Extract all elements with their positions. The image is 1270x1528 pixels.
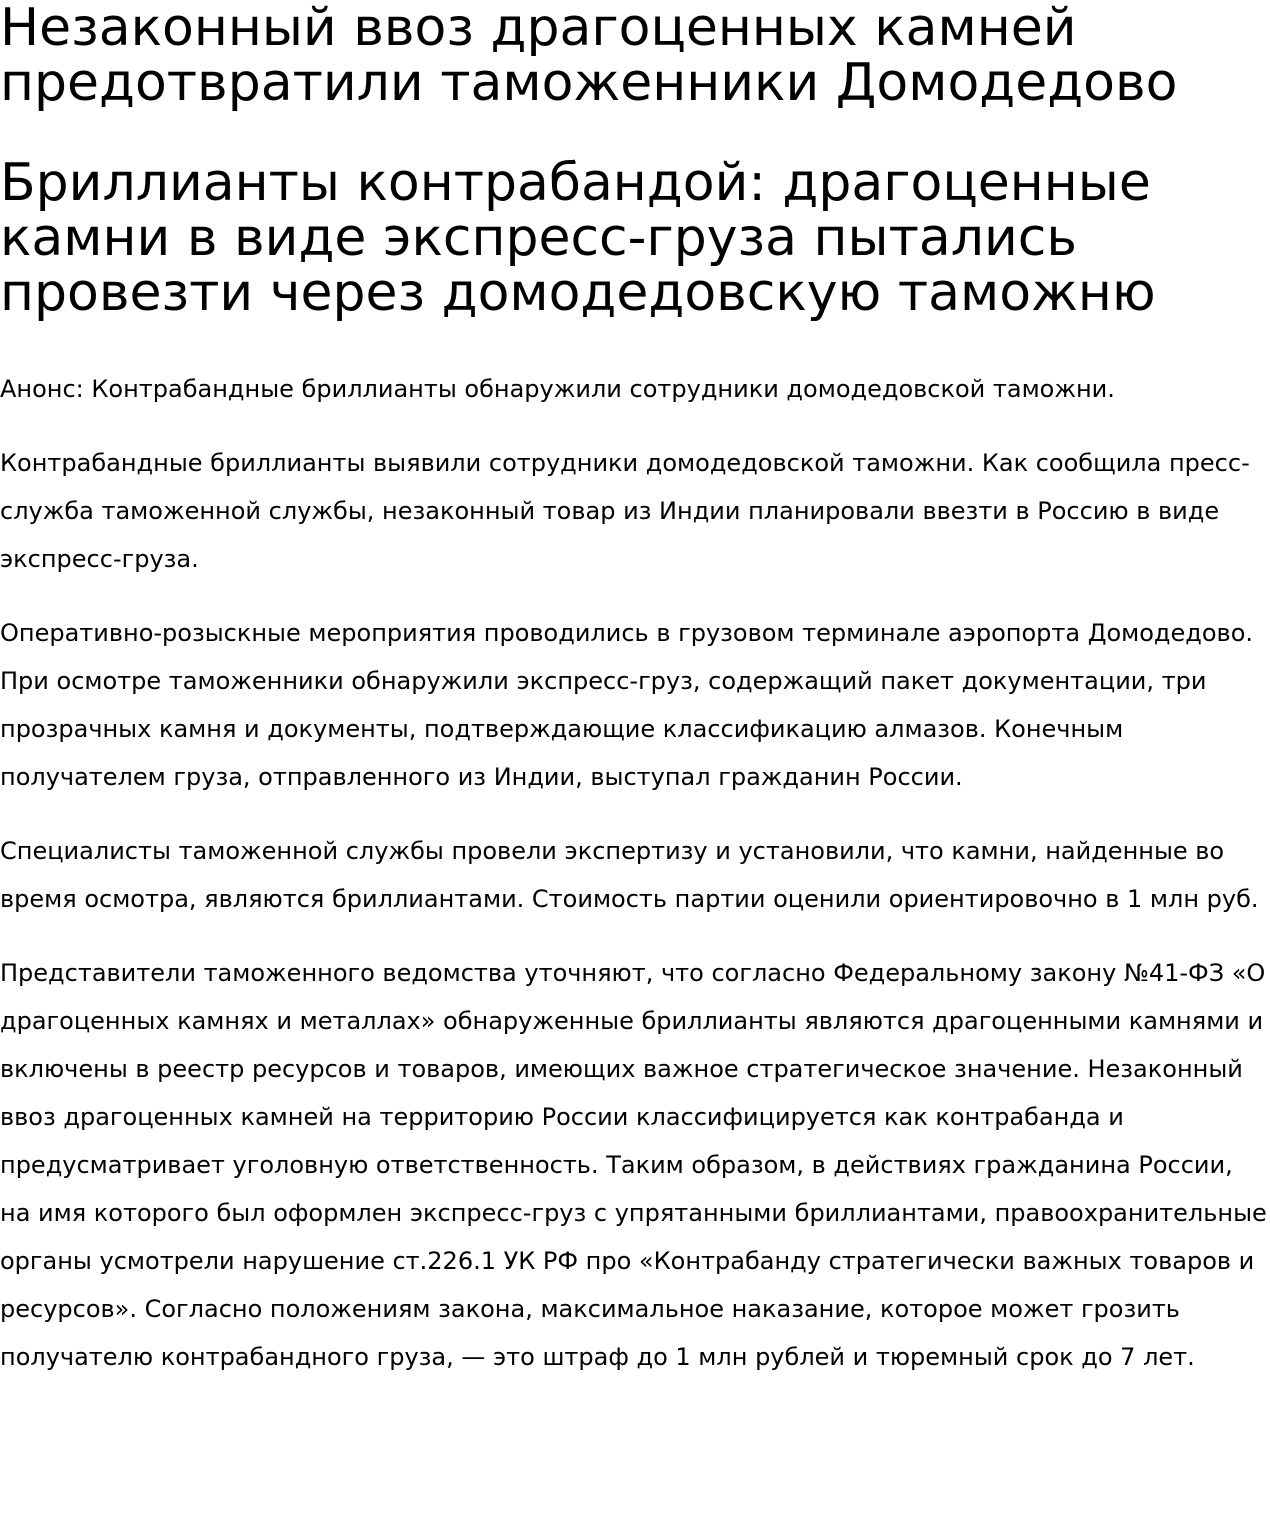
article-title: Незаконный ввоз драгоценных камней предотвратили таможенники Домодедово bbox=[0, 0, 1178, 113]
article-paragraph: Контрабандные бриллианты выявили сотрудники домодедовской таможни. Как сообщила пресс-служба таможенной службы, незаконный товар из Индии планировали ввезти в Россию в виде экспресс-груза. bbox=[0, 449, 1250, 573]
article-paragraph: Специалисты таможенной службы провели экспертизу и установили, что камни, найденные во время осмотра, являются бриллиантами. Стоимость партии оценили ориентировочно в 1 млн руб. bbox=[0, 837, 1259, 913]
article-announce: Анонс: Контрабандные бриллианты обнаружили сотрудники домодедовской таможни. bbox=[0, 375, 1115, 403]
article-subtitle: Бриллианты контрабандой: драгоценные камни в виде экспресс-груза пытались провезти через домодедовскую таможню bbox=[0, 153, 1156, 323]
article-paragraph: Представители таможенного ведомства уточняют, что согласно Федеральному закону №41-ФЗ «О драгоценных камнях и металлах» обнаруженные бриллианты являются драгоценными камнями и включены в реестр ресурсов и товаров, имеющих важное стратегическое значение. Незаконный ввоз драгоценных камней на территорию России классифицируется как контрабанда и предусматривает уголовную ответственность. Таким образом, в действиях гражданина России, на имя которого был оформлен экспресс-груз с упрятанными бриллиантами, правоохранительные органы усмотрели нарушение ст.226.1 УК РФ про «Контрабанду стратегически важных товаров и ресурсов». Согласно положениям закона, максимальное наказание, которое может грозить получателю контрабандного груза, — это штраф до 1 млн рублей и тюремный срок до 7 лет. bbox=[0, 959, 1267, 1371]
article-paragraph: Оперативно-розыскные мероприятия проводились в грузовом терминале аэропорта Домодедово. При осмотре таможенники обнаружили экспресс-груз, содержащий пакет документации, три прозрачных камня и документы, подтверждающие классификацию алмазов. Конечным получателем груза, отправленного из Индии, выступал гражданин России. bbox=[0, 619, 1254, 791]
